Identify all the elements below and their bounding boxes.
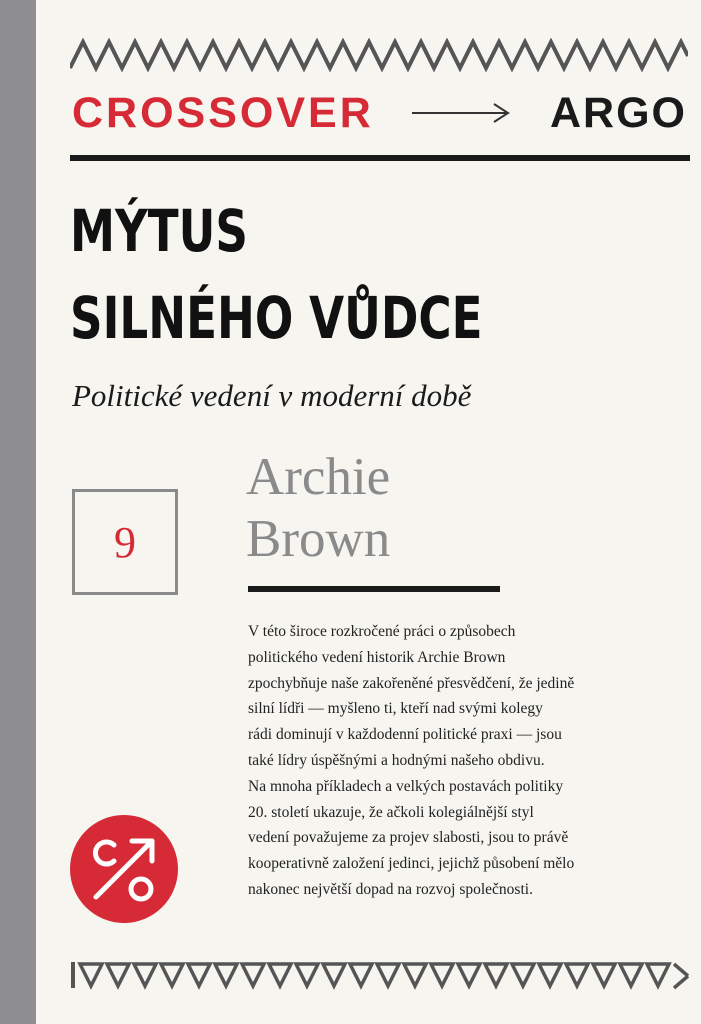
zigzag-border-icon xyxy=(70,38,688,72)
book-title xyxy=(70,188,482,362)
blurb-line: 20. století ukazuje, že ačkoli kolegiálnější styl xyxy=(248,803,534,821)
bottom-triangle-border-icon xyxy=(70,958,692,992)
author-last-name: Brown xyxy=(246,510,391,568)
blurb-line: V této široce rozkročené práci o způsobech xyxy=(248,623,516,640)
blurb-line: rádi dominují v každodenní politické praxi — jsou xyxy=(248,726,562,744)
author-first-name: Archie xyxy=(246,448,391,506)
title-line: SILNÉHO VŮDCE xyxy=(70,284,483,352)
blurb-line: zpochybňuje naše zakořeněné přesvědčení, že jedině xyxy=(248,674,575,692)
volume-number: 9 xyxy=(114,517,136,567)
crossover-logo-icon xyxy=(70,815,178,923)
arrow-right-icon xyxy=(412,100,512,126)
blurb-line: silní lídři — myšleno ti, kteří nad svými kolegy xyxy=(248,700,543,718)
book-spine-strip xyxy=(0,0,36,1024)
publisher-name: ARGO xyxy=(550,89,687,137)
blurb-line: nakonec největší dopad na rozvoj společnosti. xyxy=(248,880,533,898)
blurb-text xyxy=(248,619,688,903)
blurb-line: politického vedení historik Archie Brown xyxy=(248,648,506,666)
volume-number-box xyxy=(72,489,178,595)
author-name xyxy=(246,446,390,570)
title-line: MÝTUS xyxy=(70,197,248,265)
book-subtitle: Politické vedení v moderní době xyxy=(72,378,472,413)
blurb-line: také lídry úspěšnými a hodnými našeho obdivu. xyxy=(248,751,545,769)
author-divider xyxy=(248,586,500,592)
series-name: CROSSOVER xyxy=(72,89,374,137)
blurb-line: vedení považujeme za projev slabosti, jsou to právě xyxy=(248,829,569,847)
blurb-line: Na mnoha příkladech a velkých postavách politiky xyxy=(248,777,564,795)
top-divider xyxy=(70,155,690,161)
blurb-line: kooperativně založení jedinci, jejichž působení mělo xyxy=(248,855,575,873)
